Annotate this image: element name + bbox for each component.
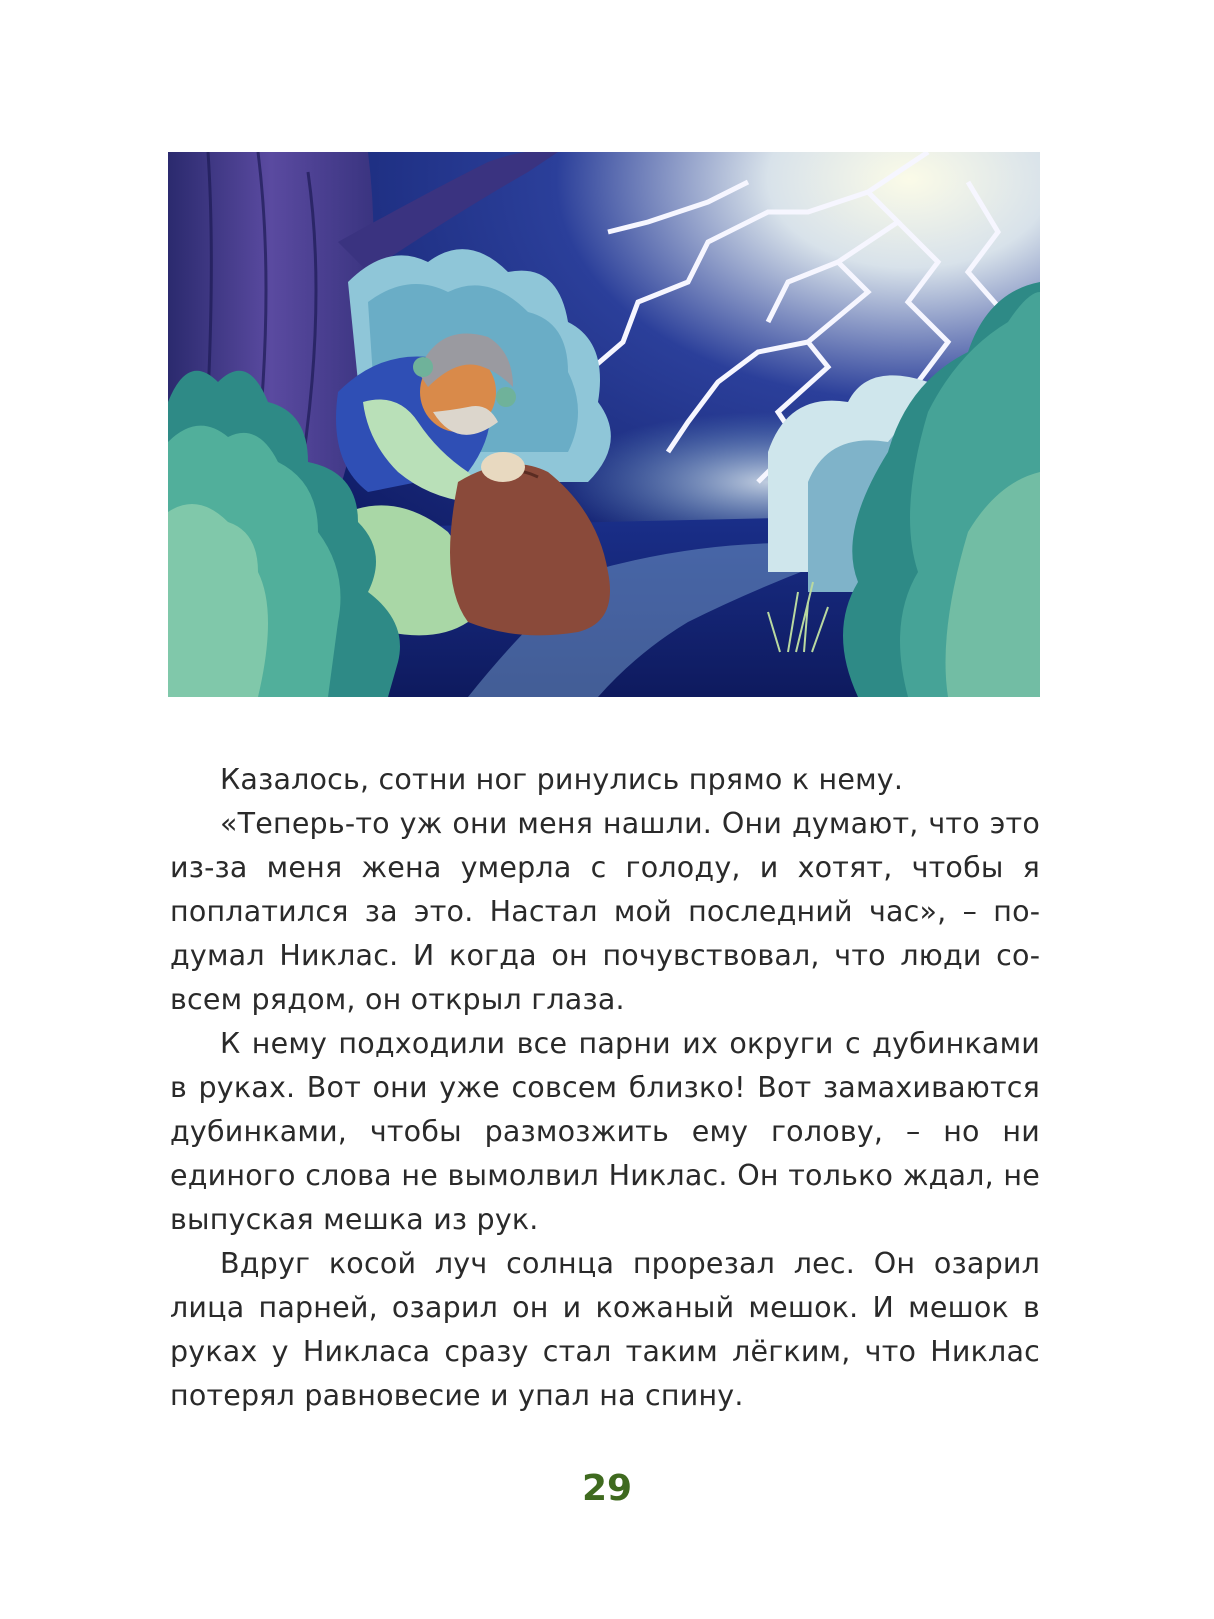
paragraph: Вдруг косой луч солнца прорезал лес. Он озарил лица парней, озарил он и кожаный мешок. И мешок в руках у Никласа сразу стал таким лёгким, что Никлас потерял равновесие и упал на спину.	[170, 1247, 1040, 1412]
paragraph: Казалось, сотни ног ринулись прямо к нему.	[220, 763, 904, 796]
story-text	[170, 758, 1040, 1418]
page-number: 29	[581, 1468, 633, 1509]
storm-scene-image	[168, 152, 1040, 697]
paragraph: «Теперь-то уж они меня нашли. Они думают, что это из-за меня жена умерла с голоду, и хотят, чтобы я поплатился за это. Настал мой последний час», – подумал Никлас. И когда он почувствовал, что люди совсем рядом, он открыл глаза.	[170, 807, 1040, 1016]
story-illustration	[168, 152, 1040, 697]
paragraph: К нему подходили все парни их округи с дубинками в руках. Вот они уже совсем близко! Вот замахиваются дубинками, чтобы размозжить ему голову, – но ни единого слова не вымолвил Никлас. Он только ждал, не выпуская мешка из рук.	[170, 1027, 1040, 1236]
